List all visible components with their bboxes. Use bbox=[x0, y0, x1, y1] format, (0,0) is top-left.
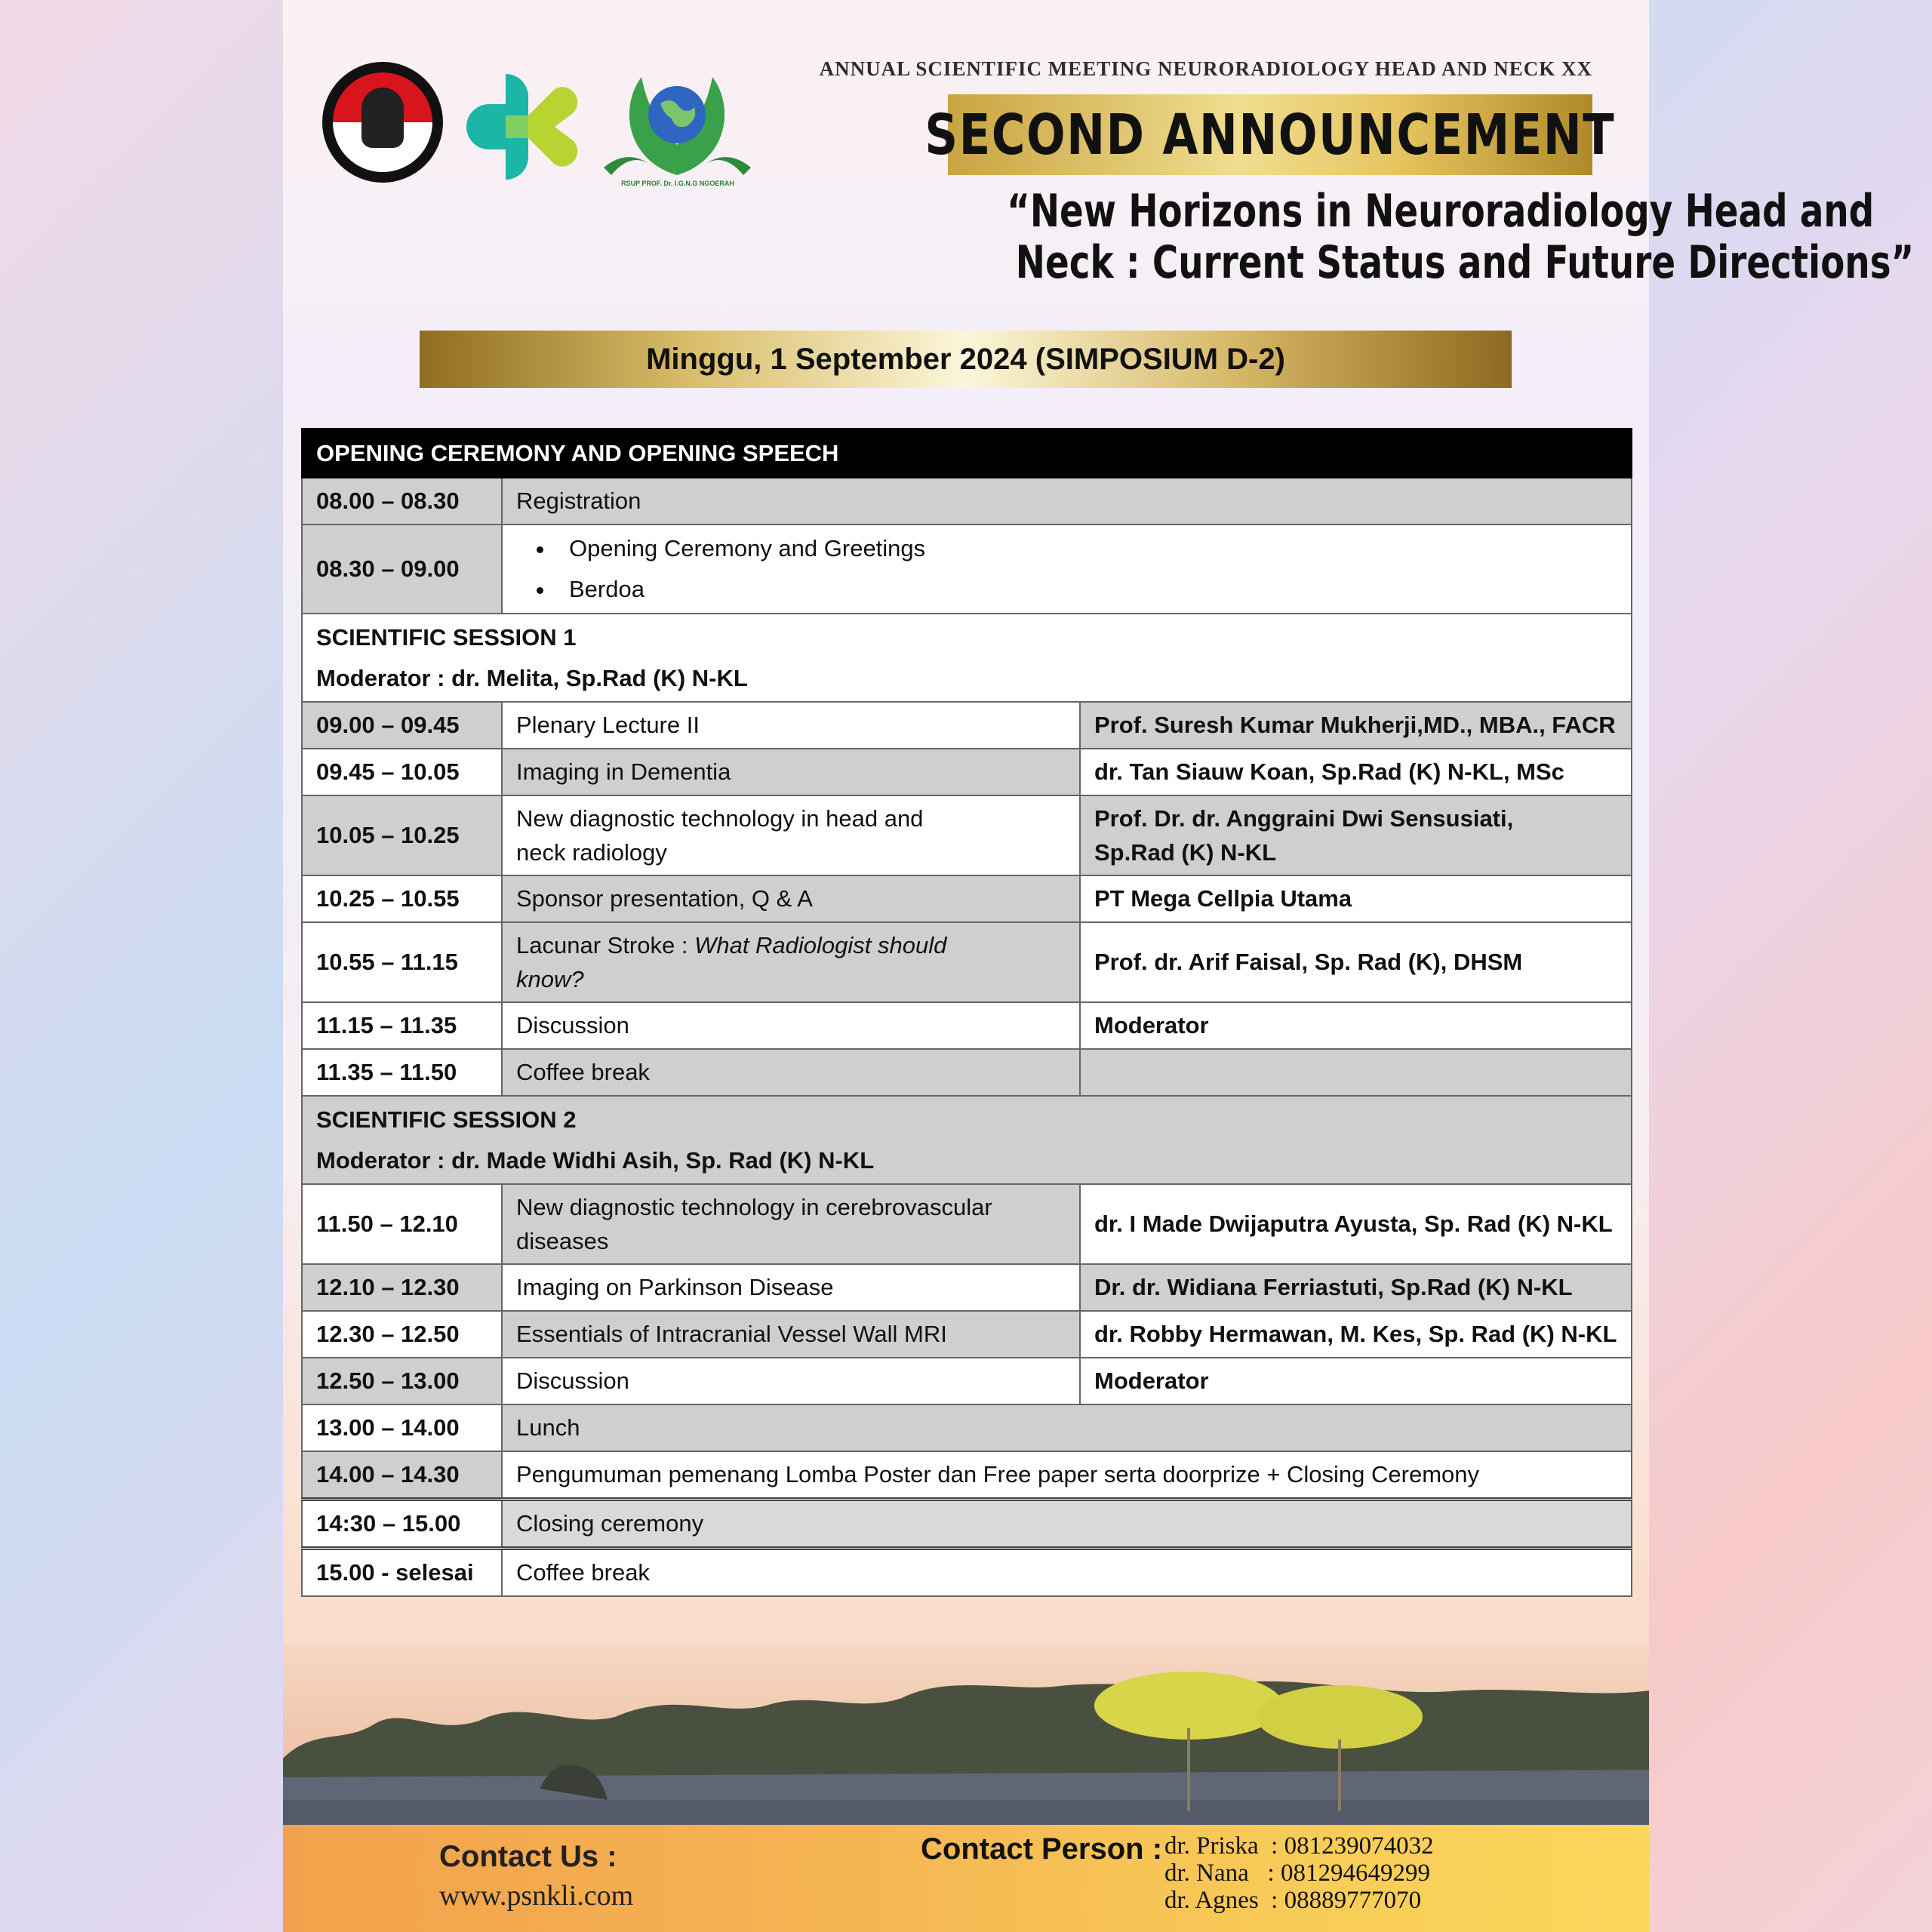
topic-cell: Registration bbox=[502, 478, 1632, 525]
topic-italic: know? bbox=[516, 966, 584, 992]
topic-cell bbox=[502, 922, 1080, 1002]
table-row bbox=[302, 702, 1632, 749]
time-cell: 10.25 – 10.55 bbox=[302, 875, 502, 922]
topic-cell: Coffee break bbox=[502, 1549, 1632, 1597]
table-row bbox=[302, 1451, 1632, 1500]
time-cell: 10.05 – 10.25 bbox=[302, 795, 502, 875]
second-announcement-banner bbox=[924, 94, 1616, 175]
table-row bbox=[302, 749, 1632, 795]
rsup-logo-caption: RSUP PROF. Dr. I.G.N.G NGOERAH bbox=[621, 180, 734, 187]
session-1-heading bbox=[302, 614, 1632, 702]
topic-cell: Lunch bbox=[502, 1404, 1632, 1451]
topic-cell: Discussion bbox=[502, 1358, 1080, 1404]
opening-title: OPENING CEREMONY AND OPENING SPEECH bbox=[302, 429, 1632, 478]
time-cell: 14:30 – 15.00 bbox=[302, 1500, 502, 1549]
time-cell: 12.30 – 12.50 bbox=[302, 1311, 502, 1358]
speaker-cell: Prof. dr. Arif Faisal, Sp. Rad (K), DHSM bbox=[1080, 922, 1632, 1002]
topic-cell: Closing ceremony bbox=[502, 1500, 1632, 1549]
table-row bbox=[302, 922, 1632, 1002]
schedule-table bbox=[301, 428, 1632, 1597]
poster bbox=[283, 0, 1915, 1932]
table-row bbox=[302, 1500, 1632, 1549]
topic-line: neck radiology bbox=[516, 839, 667, 866]
table-row bbox=[302, 795, 1632, 875]
speaker-cell: Moderator bbox=[1080, 1002, 1632, 1049]
table-row bbox=[302, 1358, 1632, 1404]
time-cell: 09.45 – 10.05 bbox=[302, 749, 502, 795]
topic-text: Lacunar Stroke : bbox=[516, 932, 695, 958]
table-row bbox=[302, 1311, 1632, 1358]
time-cell: 08.00 – 08.30 bbox=[302, 478, 502, 525]
time-cell: 09.00 – 09.45 bbox=[302, 702, 502, 749]
session-header bbox=[302, 614, 1632, 702]
topic-italic: What Radiologist should bbox=[694, 932, 947, 958]
topic-cell: Imaging in Dementia bbox=[502, 749, 1080, 795]
time-cell: 11.35 – 11.50 bbox=[302, 1049, 502, 1096]
topic-line: New diagnostic technology in head and bbox=[516, 805, 924, 832]
topic-cell: Imaging on Parkinson Disease bbox=[502, 1264, 1080, 1311]
speaker-cell: Moderator bbox=[1080, 1358, 1632, 1404]
rsup-ngoerah-logo bbox=[596, 62, 758, 190]
speaker-cell: Dr. dr. Widiana Ferriastuti, Sp.Rad (K) N-KL bbox=[1080, 1264, 1632, 1311]
speaker-cell: Prof. Suresh Kumar Mukherji,MD., MBA., FACR bbox=[1080, 702, 1632, 749]
table-row bbox=[302, 1184, 1632, 1264]
kemenkes-logo bbox=[460, 66, 574, 187]
speaker-cell: dr. I Made Dwijaputra Ayusta, Sp. Rad (K) N-KL bbox=[1080, 1184, 1632, 1264]
topic-cell: Plenary Lecture II bbox=[502, 702, 1080, 749]
session-moderator: Moderator : dr. Melita, Sp.Rad (K) N-KL bbox=[316, 664, 748, 691]
session-2-heading bbox=[302, 1096, 1632, 1184]
time-cell: 10.55 – 11.15 bbox=[302, 922, 502, 1002]
table-row bbox=[302, 1264, 1632, 1311]
session-title: SCIENTIFIC SESSION 2 bbox=[316, 1106, 577, 1133]
session-title: SCIENTIFIC SESSION 1 bbox=[316, 623, 577, 651]
topic-cell: Pengumuman pemenang Lomba Poster dan Free paper serta doorprize + Closing Ceremony bbox=[502, 1451, 1632, 1500]
time-cell: 11.50 – 12.10 bbox=[302, 1184, 502, 1264]
table-row bbox=[302, 1002, 1632, 1049]
speaker-cell: PT Mega Cellpia Utama bbox=[1080, 875, 1632, 922]
date-banner: Minggu, 1 September 2024 (SIMPOSIUM D-2) bbox=[420, 331, 1512, 388]
announcement-title: SECOND ANNOUNCEMENT bbox=[924, 102, 1616, 168]
opening-section-header bbox=[302, 429, 1632, 478]
table-row bbox=[302, 1404, 1632, 1451]
theme-line-2: Neck : Current Status and Future Directions” bbox=[1015, 236, 1915, 289]
topic-cell: Essentials of Intracranial Vessel Wall MRI bbox=[502, 1311, 1080, 1358]
opening-bullets bbox=[516, 528, 1617, 610]
time-cell: 13.00 – 14.00 bbox=[302, 1404, 502, 1451]
contact-us-label: Contact Us : bbox=[439, 1840, 617, 1873]
contact-entry: dr. Priska : 081239074032 bbox=[1164, 1832, 1434, 1860]
table-row bbox=[302, 875, 1632, 922]
topic-cell: Sponsor presentation, Q & A bbox=[502, 875, 1080, 922]
topic-cell: Coffee break bbox=[502, 1049, 1080, 1096]
topic-cell bbox=[502, 525, 1632, 614]
theme-line-1: “New Horizons in Neuroradiology Head and bbox=[1007, 185, 1875, 238]
time-cell: 15.00 - selesai bbox=[302, 1549, 502, 1597]
session-moderator: Moderator : dr. Made Widhi Asih, Sp. Rad (K) N-KL bbox=[316, 1146, 875, 1174]
topic-line: diseases bbox=[516, 1228, 609, 1254]
contact-entry: dr. Agnes : 08889777070 bbox=[1164, 1887, 1422, 1914]
list-item: • Berdoa bbox=[555, 569, 1617, 610]
meeting-title: ANNUAL SCIENTIFIC MEETING NEURORADIOLOGY HEAD AND NECK XX bbox=[819, 57, 1592, 80]
speaker-line: Sp.Rad (K) N-KL bbox=[1094, 839, 1277, 866]
time-cell: 12.50 – 13.00 bbox=[302, 1358, 502, 1404]
table-row bbox=[302, 1549, 1632, 1597]
topic-cell bbox=[502, 795, 1080, 875]
time-cell: 08.30 – 09.00 bbox=[302, 525, 502, 614]
contact-person-label: Contact Person : bbox=[921, 1832, 1163, 1866]
table-row bbox=[302, 525, 1632, 614]
speaker-cell: dr. Robby Hermawan, M. Kes, Sp. Rad (K) N-KL bbox=[1080, 1311, 1632, 1358]
time-cell: 12.10 – 12.30 bbox=[302, 1264, 502, 1311]
speaker-line: Prof. Dr. dr. Anggraini Dwi Sensusiati, bbox=[1094, 805, 1514, 832]
time-cell: 14.00 – 14.30 bbox=[302, 1451, 502, 1500]
website-link[interactable]: www.psnkli.com bbox=[439, 1880, 634, 1912]
topic-line: New diagnostic technology in cerebrovascular bbox=[516, 1194, 992, 1220]
table-row bbox=[302, 478, 1632, 525]
speaker-cell: dr. Tan Siauw Koan, Sp.Rad (K) N-KL, MSc bbox=[1080, 749, 1632, 795]
landscape-photo bbox=[283, 1645, 1649, 1825]
footer-bar bbox=[283, 1825, 1649, 1932]
table-row bbox=[302, 1049, 1632, 1096]
contact-entry: dr. Nana : 081294649299 bbox=[1164, 1860, 1430, 1887]
speaker-cell bbox=[1080, 795, 1632, 875]
psnkli-society-logo bbox=[322, 62, 443, 183]
theme-title bbox=[762, 185, 1915, 289]
topic-cell bbox=[502, 1184, 1080, 1264]
topic-cell: Discussion bbox=[502, 1002, 1080, 1049]
time-cell: 11.15 – 11.35 bbox=[302, 1002, 502, 1049]
list-item: • Opening Ceremony and Greetings bbox=[555, 528, 1617, 569]
session-header bbox=[302, 1096, 1632, 1184]
speaker-cell bbox=[1080, 1049, 1632, 1096]
